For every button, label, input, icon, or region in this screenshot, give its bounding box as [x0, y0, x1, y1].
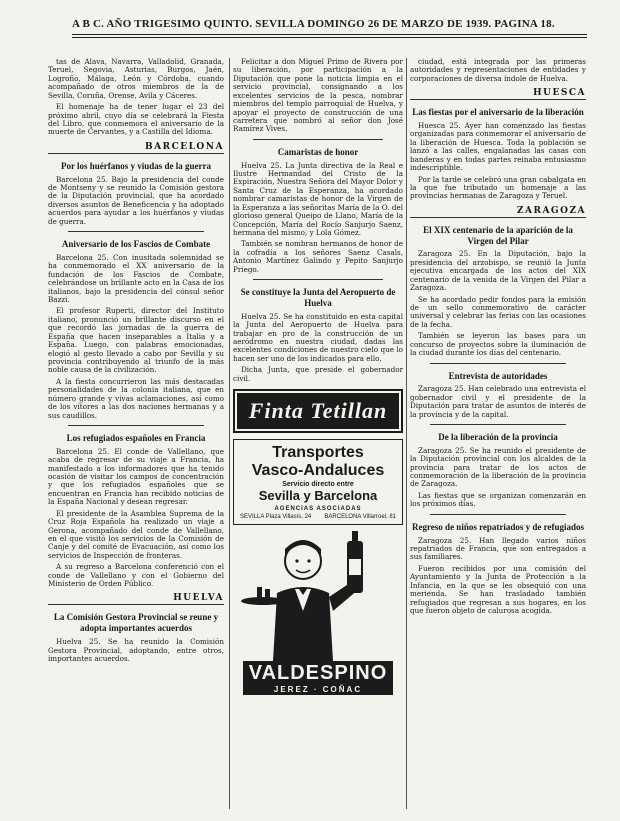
- paragraph: Zaragoza 25. Han celebrado una entrevista el gobernador civil y el presidente de la Diputación para tratar de asuntos de interés de la provincia y de la capital.: [410, 384, 586, 419]
- article-headline: De la liberación de la provincia: [438, 432, 558, 442]
- ad-title: Transportes: [272, 444, 364, 462]
- separator: [253, 139, 383, 140]
- separator: [430, 424, 566, 425]
- paragraph: Barcelona 25. Bajo la presidencia del conde de Montseny y se reunido la Comisión gestora de la Diputación provincial, que ha acordado diversos asuntos de Beneficencia y ha adoptado acuerdos para ayudar a los huérfanos y viudas de guerra.: [48, 174, 224, 226]
- paragraph: Felicitar a don Miguel Primo de Rivera por su liberación, por participación a la Diputación que pone la noticia limpia en el servicio provincial, consignando a los excelentes servicios de la pesca, nombrar miembros del templo parroquial de Huelva, y apoyar el proyecto de construcción de una carretera que nombró al señor don José Ramírez Vives.: [233, 58, 403, 134]
- ad-addresses: [240, 514, 396, 520]
- separator: [68, 425, 204, 426]
- header-rule: [72, 34, 587, 35]
- ad-title: Vasco-Andaluces: [251, 461, 385, 479]
- paragraph: Huelva 25. Se ha constituido en esta capital la Junta del Aeropuerto de Huelva para trabajar en pro de la construcción de un aeródromo en nuestra ciudad, dadas las excelentes condiciones de nuestro cielo que lo hacen ser uno de los indicados para ello.: [233, 311, 403, 363]
- paragraph: Fueron recibidos por una comisión del Ayuntamiento y la Junta de Protección a la Infancia, en la que se les obsequió con una merienda. Se han trasladado también refugiados que regresan a sus hogares, en los que fueron objeto de calurosa acogida.: [410, 563, 586, 615]
- paragraph: A la fiesta concurrieron las más destacadas personalidades de la colonia italiana, que en número grande y vivas aclamaciones, así como de los vítores a las dos naciones hermanas y a sus caudillos.: [48, 376, 224, 420]
- dateline-place: BARCELONA: [48, 142, 224, 154]
- paragraph: También se nombran hermanos de honor de la cofradía a los señores Saenz Casals, Antonio Martínez Galindo y Pepito Sanjurjo Priego.: [233, 239, 403, 274]
- paragraph: Huelva 25. La Junta directiva de la Real e Ilustre Hermandad del Cristo de la Expiración, Nuestra Señora del Mayor Dolor y Santa Cruz de la Esperanza, ha acordado nombrar camaristas de honor de la Virgen de la Esperanza a las señoritas María de la O. del glorioso general Queipo de Llano, María de la Concepción, María del Rocío Sanjurjo Saenz, hermana del mismo, y Lola Gómez.: [233, 160, 403, 237]
- advertisement-finta-tetillan: Finta Tetillan: [233, 389, 403, 433]
- article-headline: Camaristas de honor: [277, 146, 359, 157]
- paragraph: Se ha acordado pedir fondos para la emisión de un sello conmemorativo de carácter universal y celebrar las ferias con las ocasiones de la fecha.: [410, 294, 586, 329]
- article-headline: Las fiestas por el aniversario de la liberación: [412, 107, 584, 118]
- ad-address-left: SEVILLA Plaza Villasís, 24: [240, 514, 312, 521]
- paragraph: Barcelona 25. Con inusitada solemnidad se ha conmemorado el XX aniversario de la fundación de los Fascios de Combate, celebrándose un brillante acto en la Casa de los italianos, bajo la presidencia del cónsul señor Bazzi.: [48, 252, 224, 305]
- paragraph: Zaragoza 25. En la Diputación, bajo la presidencia del arzobispo, se reunió la Junta ejecutiva encargada de los actos del XIX centenario de la venida de la Virgen del Pilar a Zaragoza.: [410, 249, 586, 293]
- paragraph: Dicha Junta, que preside el gobernador civil.: [233, 365, 403, 383]
- paragraph: El profesor Ruperti, director del Instituto italiano, pronunció un brillante discurso en el que recordó las jornadas de la guerra de España que hacen inseparables a Italia y a España. Luego, con palabras emocionadas, elogió al gesto llevado a cabo por Sevilla y su provincia contribuyendo al triunfo de la más noble causa de la civilización.: [48, 306, 224, 375]
- separator: [68, 231, 204, 232]
- paragraph: El homenaje ha de tener lugar el 23 del próximo abril, cuyo día se celebrará la Fiesta del Libro, que conmemora el aniversario de la muerte de Cervantes, y a Castilla del Idioma.: [48, 102, 224, 137]
- separator: [430, 514, 566, 515]
- article-headline: Por los huérfanos y viudas de la guerra: [60, 160, 212, 171]
- paragraph: Huesca 25. Ayer han comenzado las fiestas organizadas para conmemorar el aniversario de la liberación de Huesca. Toda la población se lanzó a las calles, engalanadas las casas con banderas y en todas partes reinaba entusiasmo indescriptible.: [410, 121, 586, 173]
- dateline-place: HUESCA: [410, 88, 586, 100]
- ad-text: Servicio directo entre: [282, 481, 354, 489]
- article-headline: Regreso de niños repatriados y de refugiados: [411, 521, 584, 532]
- paragraph: ciudad, está integrada por las primeras autoridades y representaciones de entidades y corporaciones de diversa índole de Huelva.: [410, 58, 586, 83]
- column-2: [233, 58, 403, 811]
- separator: [253, 279, 383, 280]
- dateline-place: ZARAGOZA: [410, 206, 586, 218]
- column-divider: [406, 58, 407, 809]
- paragraph: Zaragoza 25. Han llegado varios niños repatriados de Francia, que son entregados a sus familiares.: [410, 535, 586, 562]
- waiter-illustration-icon: [233, 531, 403, 661]
- article-headline: El XIX centenario de la aparición de la Virgen del Pilar: [423, 224, 573, 246]
- advertisement-transportes: [233, 439, 403, 525]
- paragraph: Las fiestas que se organizan comenzarán en los próximos días.: [410, 490, 586, 509]
- masthead: A B C. AÑO TRIGESIMO QUINTO. SEVILLA DOMINGO 26 DE MARZO DE 1939. PAGINA 18.: [72, 18, 555, 30]
- column-1: [48, 58, 224, 811]
- article-headline: Los refugiados españoles en Francia: [66, 432, 206, 443]
- ad-address-right: BARCELONA Villarroel, 81: [324, 514, 396, 521]
- paragraph: Huelva 25. Se ha reunido la Comisión Gestora Provincial, adoptando, entre otros, importantes acuerdos.: [48, 637, 224, 663]
- paragraph: También se leyeron las bases para un concurso de proyectos sobre la iluminación de la ciudad durante los días del centenario.: [410, 331, 586, 358]
- article-headline: Aniversario de los Fascios de Combate: [61, 239, 211, 250]
- paragraph: A su regreso a Barcelona conferenció con el conde de Vallellano y con el Gobierno del Ministerio de Orden Público.: [48, 562, 224, 589]
- ad-brand-sub: JEREZ · COÑAC: [273, 684, 363, 694]
- paragraph: Por la tarde se celebró una gran cabalgata en la que fue tributado un homenaje a las provincias hermanas de Zaragoza y Teruel.: [410, 174, 586, 201]
- paragraph: El presidente de la Asamblea Suprema de la Cruz Roja Española ha realizado un viaje a Gerona, acompañado del conde de Vallellano, en el que visitó los servicios de la Comisión de Canje y del comité de Evacuación, así como los servicios de Inspección de fronteras.: [48, 508, 224, 560]
- ad-route: Sevilla y Barcelona: [258, 488, 378, 504]
- paragraph: Zaragoza 25. Se ha reunido el presidente de la Diputación provincial con los alcaldes de la provincia para tratar de los actos de conmemoración de la liberación de la provincia de Zaragoza.: [410, 445, 586, 489]
- ad-text: AGENCIAS ASOCIADAS: [274, 506, 362, 513]
- separator: [430, 363, 566, 364]
- ad-brand: VALDESPINO: [248, 661, 388, 684]
- paragraph: Barcelona 25. El conde de Vallellano, que acaba de regresar de su viaje a Francia, ha manifestado a los informadores que ha tenido ocasión de visitar los campos de concentración y que los refugiados españoles que se encuentran en Francia han recibido noticias de la España Nacional y desean regresar.: [48, 446, 224, 507]
- article-headline: Se constituye la Junta del Aeropuerto de Huelva: [240, 287, 396, 308]
- column-divider: [229, 58, 230, 809]
- advertisement-valdespino: [233, 531, 403, 741]
- header-rule-2: [72, 37, 587, 38]
- column-3: [410, 58, 586, 811]
- paragraph: tas de Alava, Navarra, Valladolid, Granada, Teruel, Segovia, Asturias, Burgos, Jaén, Logroño, Málaga, León y Córdoba, cuando acompañado de otros miembros de la de Sevilla, Coruña, Orense, Avila y Cáceres.: [48, 58, 224, 100]
- article-headline: Entrevista de autoridades: [448, 370, 548, 381]
- article-headline: La Comisión Gestora Provincial se reune y adopta importantes acuerdos: [53, 612, 219, 634]
- ad-brand-banner: [243, 661, 393, 695]
- dateline-place: HUELVA: [48, 593, 224, 605]
